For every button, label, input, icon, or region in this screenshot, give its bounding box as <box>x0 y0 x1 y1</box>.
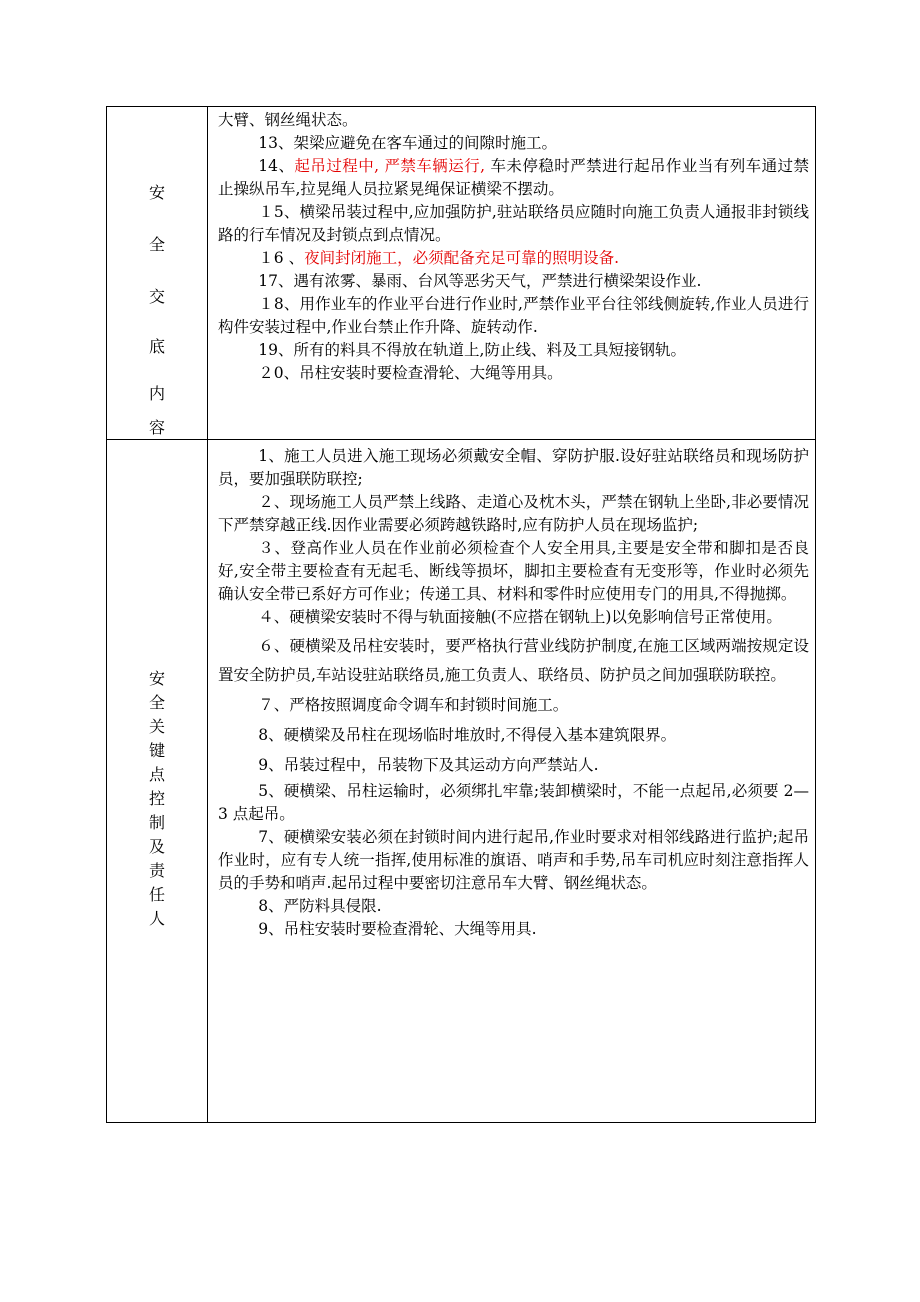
list-item: ２、现场施工人员严禁上线路、走道心及枕木头，严禁在钢轨上坐卧,非必要情况下严禁穿越正线.因作业需要必须跨越铁路时,应有防护人员在现场监护; <box>218 493 809 534</box>
list-item: ６、硬横梁及吊柱安装时，要严格执行营业线防护制度,在施工区域两端按规定设置安全防护员,车站设驻站联络员,施工负责人、联络员、防护员之间加强联防联控。 <box>218 637 809 684</box>
label-char: 责 <box>148 861 165 880</box>
section-label <box>107 107 207 439</box>
list-item: 5、硬横梁、吊柱运输时，必须绑扎牢靠;装卸横梁时，不能一点起吊,必须要 2—3 点起吊。 <box>218 782 809 823</box>
list-item: 7、硬横梁安装必须在封锁时间内进行起吊,作业时要求对相邻线路进行监护;起吊作业时，应有专人统一指挥,使用标准的旗语、哨声和手势,吊车司机应时刻注意指挥人员的手势和哨声.起吊过程中要密切注意吊车大臂、钢丝绳状态。 <box>218 828 809 892</box>
label-char: 人 <box>148 909 165 928</box>
label-char: 交 <box>148 287 165 306</box>
section-label-cell <box>107 107 208 440</box>
list-item: 大臂、钢丝绳状态。 <box>218 111 358 129</box>
list-item: ７、严格按照调度命令调车和封锁时间施工。 <box>258 696 569 714</box>
list-item: ２0、吊柱安装时要检查滑轮、大绳等用具。 <box>258 364 563 382</box>
label-char: 关 <box>148 717 165 736</box>
label-char: 任 <box>148 885 165 904</box>
section-label <box>107 631 207 931</box>
label-char: 内 <box>148 384 165 403</box>
label-char: 全 <box>148 235 165 254</box>
section-key-control-points <box>107 440 816 1123</box>
list-item: ４、硬横梁安装时不得与轨面接触(不应搭在钢轨上)以免影响信号正常使用。 <box>258 608 782 626</box>
list-item: 17、遇有浓雾、暴雨、台风等恶劣天气，严禁进行横梁架设作业. <box>258 272 702 290</box>
list-item: ３、登高作业人员在作业前必须检查个人安全用具,主要是安全带和脚扣是否良好,安全带主要检查有无起毛、断线等损坏，脚扣主要检查有无变形等，作业时必须先确认安全带已系好方可作业；传递工具、材料和零件时应使用专门的用具,不得抛掷。 <box>218 539 809 603</box>
list-item <box>208 155 815 201</box>
list-item <box>208 247 815 270</box>
list-item: 1、施工人员进入施工现场必须戴安全帽、穿防护服.设好驻站联络员和现场防护员，要加强联防联控; <box>218 447 809 488</box>
item-number: １6 、 <box>258 249 305 267</box>
list-item: 8、硬横梁及吊柱在现场临时堆放时,不得侵入基本建筑限界。 <box>258 726 677 744</box>
label-char: 全 <box>148 693 165 712</box>
list-item: 9、吊装过程中，吊装物下及其运动方向严禁站人. <box>258 756 599 774</box>
label-char: 底 <box>148 337 165 356</box>
section-content <box>208 440 816 1123</box>
section-safety-briefing <box>107 107 816 440</box>
label-char: 容 <box>148 418 165 437</box>
item-text: 车未停稳时严禁进行起吊作业当有列车通过禁止操纵吊车,拉晃绳人员拉紧晃绳保证横梁不摆动。 <box>218 157 809 198</box>
label-char: 安 <box>148 669 165 688</box>
label-char: 及 <box>148 837 165 856</box>
list-item: 13、架梁应避免在客车通过的间隙时施工。 <box>258 134 558 152</box>
section-label-cell <box>107 440 208 1123</box>
list-item: １8、用作业车的作业平台进行作业时,严禁作业平台往邻线侧旋转,作业人员进行构件安装过程中,作业台禁止作升降、旋转动作. <box>218 295 809 336</box>
section-content <box>208 107 816 440</box>
label-char: 安 <box>148 183 165 202</box>
label-char: 键 <box>148 741 165 760</box>
label-char: 控 <box>148 789 165 808</box>
label-char: 制 <box>148 813 165 832</box>
label-char: 点 <box>148 765 165 784</box>
warning-text: 起吊过程中, 严禁车辆运行, <box>294 157 486 175</box>
item-number: 14、 <box>258 157 295 175</box>
list-item: １5、横梁吊装过程中,应加强防护,驻站联络员应随时向施工负责人通报非封锁线路的行车情况及封锁点到点情况。 <box>218 203 809 244</box>
list-item: 9、吊柱安装时要检查滑轮、大绳等用具. <box>258 920 537 938</box>
warning-text: 夜间封闭施工，必须配备充足可靠的照明设备. <box>304 249 620 267</box>
safety-briefing-table <box>106 106 816 1123</box>
list-item: 19、所有的料具不得放在轨道上,防止线、料及工具短接钢轨。 <box>258 341 686 359</box>
list-item: 8、严防料具侵限. <box>258 897 382 915</box>
